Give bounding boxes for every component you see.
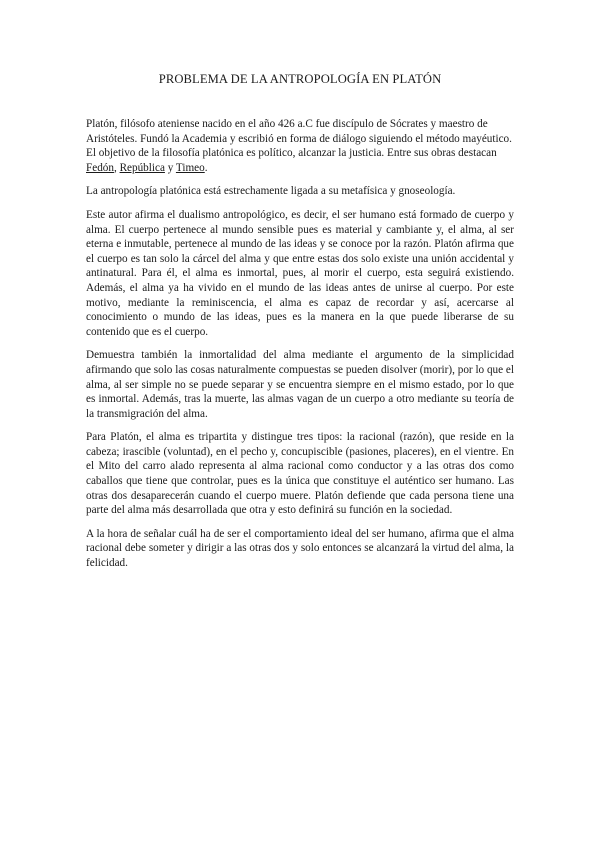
intro-paragraph	[86, 117, 514, 175]
intro-text-end: .	[204, 161, 208, 174]
work-title-fedon: Fedón	[86, 161, 114, 174]
paragraph-tripartite-soul: Para Platón, el alma es tripartita y distingue tres tipos: la racional (razón), que reside en la cabeza; irascible (voluntad), en el pecho y, concupiscible (pasiones, placeres), en el vientre. En el Mito del carro alado representa al alma racional como conductor y a las otras dos como caballos que tiene que controlar, pues es la única que constituye el auténtico ser humano. Las otras dos desaparecerán cuando el cuerpo muere. Platón defiende que cada persona tiene una parte del alma más desarrollada que otra y esto definirá su función en la sociedad.	[86, 431, 514, 517]
intro-text: Platón, filósofo ateniense nacido en el año 426 a.C fue discípulo de Sócrates y maestro de Aristóteles. Fundó la Academia y escribió en forma de diálogo siguiendo el método mayéutico. El objetivo de la filosofía platónica es político, alcanzar la justicia. Entre sus obras destacan	[86, 118, 512, 160]
work-title-timeo: Timeo	[175, 161, 205, 174]
paragraph-metaphysics: La antropología platónica está estrechamente ligada a su metafísica y gnoseología.	[86, 185, 456, 198]
paragraph-dualism: Este autor afirma el dualismo antropológico, es decir, el ser humano está formado de cuerpo y alma. El cuerpo pertenece al mundo sensible pues es material y cambiante y, el alma, al ser eterna e inmutable, pertenece al mundo de las ideas y se conoce por la razón. Platón afirma que el cuerpo es tan solo la cárcel del alma y que entre estas dos solo existe una unión accidental y antinatural. Para él, el alma es inmortal, pues, al morir el cuerpo, esta seguirá existiendo. Además, el alma ya ha vivido en el mundo de las ideas antes de unirse al cuerpo. Por este motivo, mediante la reminiscencia, el alma es capaz de recordar y así, acercarse al conocimiento o mundo de las ideas, pues es la manera en la que puede liberarse de su contenido que es el cuerpo.	[86, 208, 514, 338]
paragraph-ideal-behavior: A la hora de señalar cuál ha de ser el comportamiento ideal del ser humano, afirma que el alma racional debe someter y dirigir a las otras dos y solo entonces se alcanzará la virtud del alma, la felicidad.	[86, 527, 514, 570]
intro-separator: ,	[113, 161, 120, 174]
paragraph-immortality: Demuestra también la inmortalidad del alma mediante el argumento de la simplicidad afirmando que solo las cosas naturalmente compuestas se pueden disolver (morir), por lo que el alma, al ser simple no se puede separar y se encuentra siempre en el mismo estado, por lo que es inmortal. Además, tras la muerte, las almas vagan de un cuerpo a otro mediante su teoría de la transmigración del alma.	[86, 349, 514, 420]
page-title: PROBLEMA DE LA ANTROPOLOGÍA EN PLATÓN	[158, 72, 442, 86]
intro-separator: y	[164, 161, 176, 174]
document-body	[86, 117, 514, 580]
work-title-republica: República	[119, 161, 165, 174]
